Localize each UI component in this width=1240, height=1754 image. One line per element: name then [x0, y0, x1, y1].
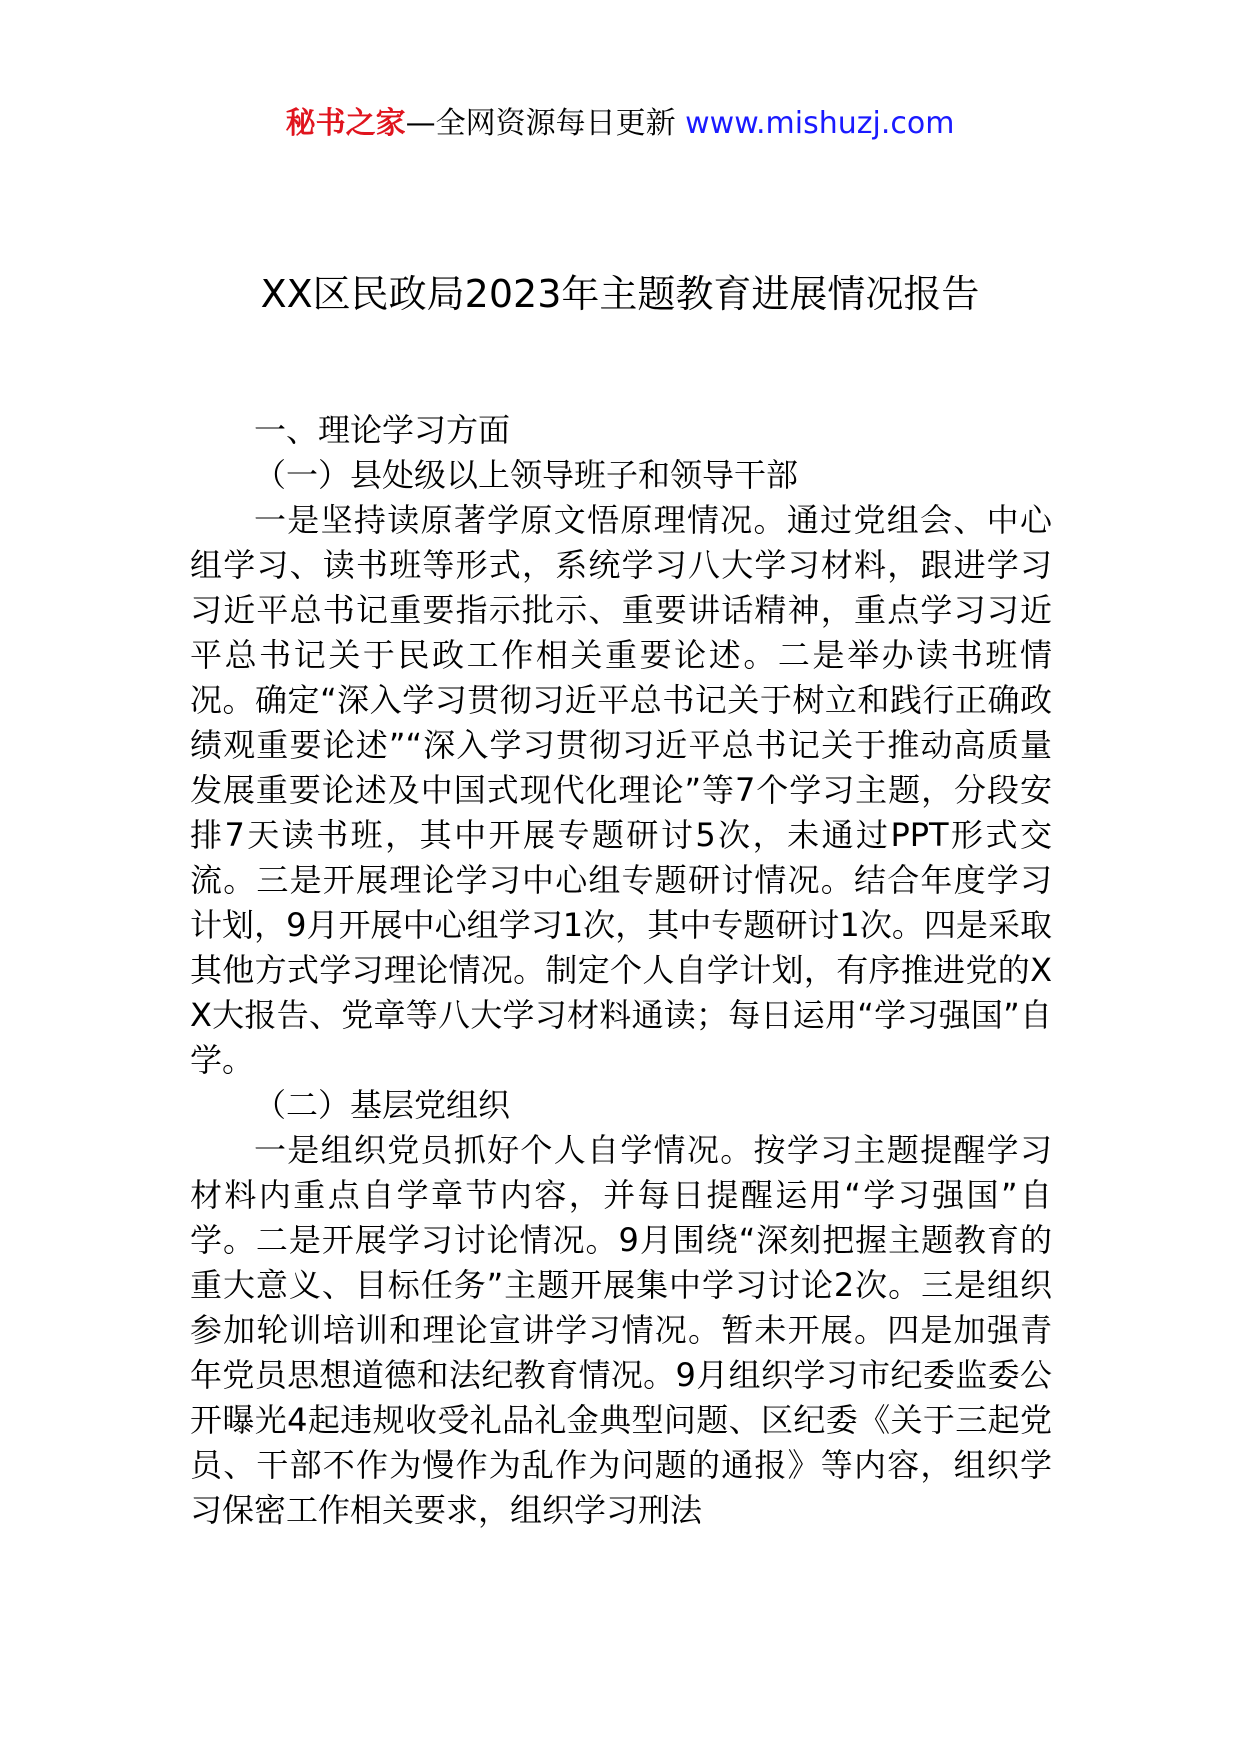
paragraph-grassroots-study: 一是组织党员抓好个人自学情况。按学习主题提醒学习材料内重点自学章节内容，并每日提醒运用“学习强国”自学。二是开展学习讨论情况。9月围绕“深刻把握主题教育的重大意义、目标任务”主题开展集中学习讨论2次。三是组织参加轮训培训和理论宣讲学习情况。暂未开展。四是加强青年党员思想道德和法纪教育情况。9月组织学习市纪委监委公开曝光4起违规收受礼品礼金典型问题、区纪委《关于三起党员、干部不作为慢作为乱作为问题的通报》等内容，组织学习保密工作相关要求，组织学习刑法: [190, 1131, 1052, 1529]
watermark-tagline: —全网资源每日更新: [405, 106, 686, 141]
section-heading-theory-study: 一、理论学习方面: [254, 411, 511, 449]
site-watermark: [0, 102, 1240, 146]
watermark-url[interactable]: www.mishuzj.com: [685, 106, 955, 141]
watermark-brand: 秘书之家: [285, 106, 406, 141]
paragraph-leadership-study: 一是坚持读原著学原文悟原理情况。通过党组会、中心组学习、读书班等形式，系统学习八大学习材料，跟进学习习近平总书记重要指示批示、重要讲话精神，重点学习习近平总书记关于民政工作相关重要论述。二是举办读书班情况。确定“深入学习贯彻习近平总书记关于树立和践行正确政绩观重要论述”“深入学习贯彻习近平总书记关于推动高质量发展重要论述及中国式现代化理论”等7个学习主题，分段安排7天读书班，其中开展专题研讨5次，未通过PPT形式交流。三是开展理论学习中心组专题研讨情况。结合年度学习计划，9月开展中心组学习1次，其中专题研讨1次。四是采取其他方式学习理论情况。制定个人自学计划，有序推进党的XX大报告、党章等八大学习材料通读；每日运用“学习强国”自学。: [190, 501, 1052, 1079]
subsection-heading-grassroots: （二）基层党组织: [254, 1086, 511, 1124]
document-body: [190, 408, 1052, 1533]
subsection-heading-leadership: （一）县处级以上领导班子和领导干部: [254, 456, 799, 494]
document-title: XX区民政局2023年主题教育进展情况报告: [260, 272, 980, 316]
